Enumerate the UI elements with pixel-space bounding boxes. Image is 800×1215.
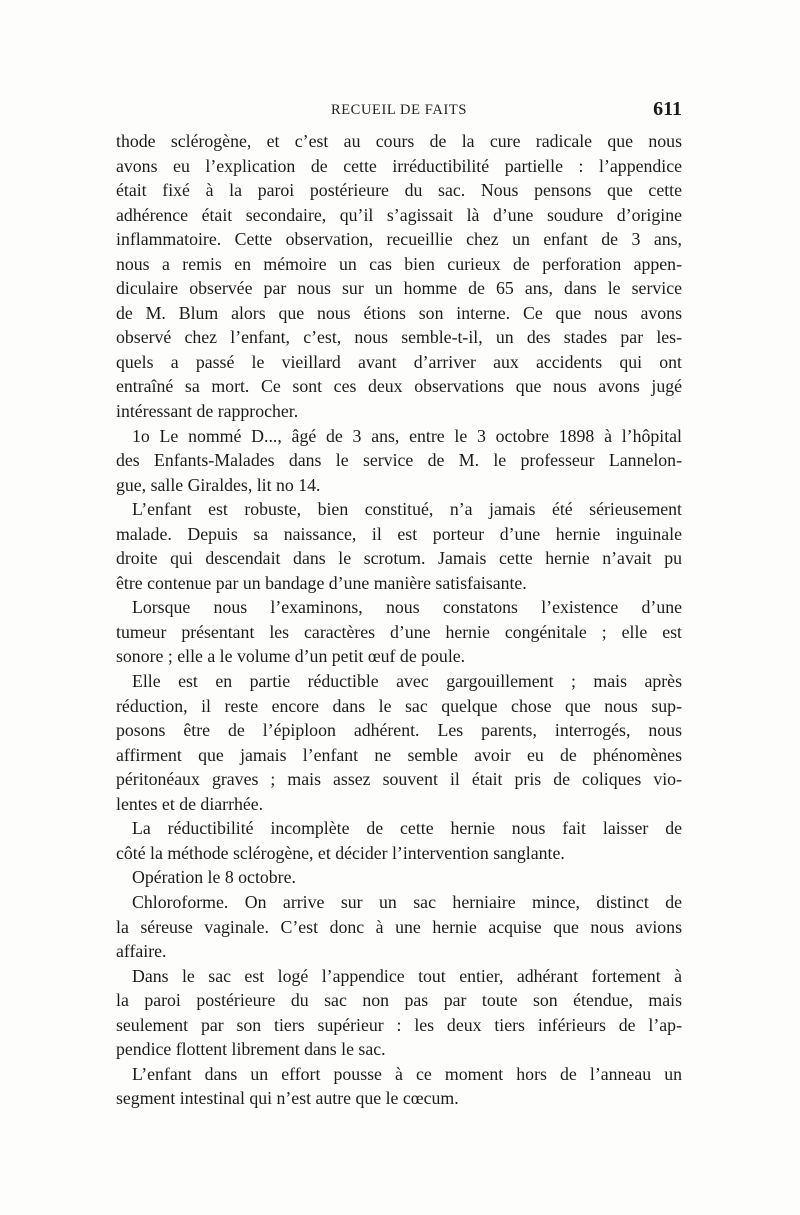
text-line: lentes et de diarrhée. <box>116 793 264 814</box>
text-line: nous a remis en mémoire un cas bien curieux de perforation appen- <box>116 253 682 274</box>
text-line: pendice flottent librement dans le sac. <box>116 1039 386 1060</box>
text-line: réduction, il reste encore dans le sac quelque chose que nous sup- <box>116 695 682 716</box>
text-line: diculaire observée par nous sur un homme de 65 ans, dans le service <box>116 278 682 299</box>
text-line: seulement par son tiers supérieur : les deux tiers inférieurs de l’ap- <box>116 1014 682 1035</box>
text-line: Elle est en partie réductible avec gargouillement ; mais après <box>132 671 682 692</box>
text-line: L’enfant dans un effort pousse à ce moment hors de l’anneau un <box>132 1063 682 1084</box>
text-line: la séreuse vaginale. C’est donc à une hernie acquise que nous avions <box>116 916 682 937</box>
text-line: segment intestinal qui n’est autre que le cœcum. <box>116 1088 459 1109</box>
text-line: La réductibilité incomplète de cette hernie nous fait laisser de <box>132 818 682 839</box>
text-line: côté la méthode sclérogène, et décider l’intervention sanglante. <box>116 842 565 863</box>
text-line: observé chez l’enfant, c’est, nous semble-t-il, un des stades par les- <box>116 327 682 348</box>
text-line: affaire. <box>116 941 167 962</box>
text-line: intéressant de rapprocher. <box>116 401 299 422</box>
text-line: inflammatoire. Cette observation, recueillie chez un enfant de 3 ans, <box>116 229 682 250</box>
text-line: sonore ; elle a le volume d’un petit œuf de poule. <box>116 646 466 667</box>
text-line: 1o Le nommé D..., âgé de 3 ans, entre le 3 octobre 1898 à l’hôpital <box>132 425 682 446</box>
text-line: Dans le sac est logé l’appendice tout entier, adhérant fortement à <box>132 965 682 986</box>
text-line: être contenue par un bandage d’une manière satisfaisante. <box>116 572 527 593</box>
running-head: RECUEIL DE FAITS <box>330 102 468 118</box>
text-line: adhérence était secondaire, qu’il s’agissait là d’une soudure d’origine <box>116 204 682 225</box>
page-header <box>116 98 682 128</box>
text-line: Opération le 8 octobre. <box>132 867 296 888</box>
text-line: Chloroforme. On arrive sur un sac herniaire mince, distinct de <box>132 891 682 912</box>
text-line: la paroi postérieure du sac non pas par toute son étendue, mais <box>116 990 682 1011</box>
text-line: quels a passé le vieillard avant d’arriver aux accidents qui ont <box>116 351 682 372</box>
text-line: Lorsque nous l’examinons, nous constatons l’existence d’une <box>132 597 682 618</box>
text-line: tumeur présentant les caractères d’une hernie congénitale ; elle est <box>116 621 682 642</box>
text-line: avons eu l’explication de cette irréductibilité partielle : l’appendice <box>116 155 682 176</box>
page-number: 611 <box>653 98 682 120</box>
text-line: affirment que jamais l’enfant ne semble avoir eu de phénomènes <box>116 744 682 765</box>
text-line: péritonéaux graves ; mais assez souvent il était pris de coliques vio- <box>116 769 682 790</box>
text-line: était fixé à la paroi postérieure du sac. Nous pensons que cette <box>116 180 682 201</box>
text-line: L’enfant est robuste, bien constitué, n’a jamais été sérieusement <box>132 499 682 520</box>
text-line: de M. Blum alors que nous étions son interne. Ce que nous avons <box>116 302 682 323</box>
text-line: des Enfants-Malades dans le service de M. le professeur Lannelon- <box>116 450 682 471</box>
text-line: entraîné sa mort. Ce sont ces deux observations que nous avons jugé <box>116 376 682 397</box>
text-line: thode sclérogène, et c’est au cours de la cure radicale que nous <box>116 131 682 151</box>
text-line: posons être de l’épiploon adhérent. Les parents, interrogés, nous <box>116 720 682 741</box>
text-line: droite qui descendait dans le scrotum. Jamais cette hernie n’avait pu <box>116 548 682 569</box>
text-line: gue, salle Giraldes, lit no 14. <box>116 474 321 495</box>
text-line: malade. Depuis sa naissance, il est porteur d’une hernie inguinale <box>116 523 682 544</box>
body-text <box>116 129 682 1111</box>
